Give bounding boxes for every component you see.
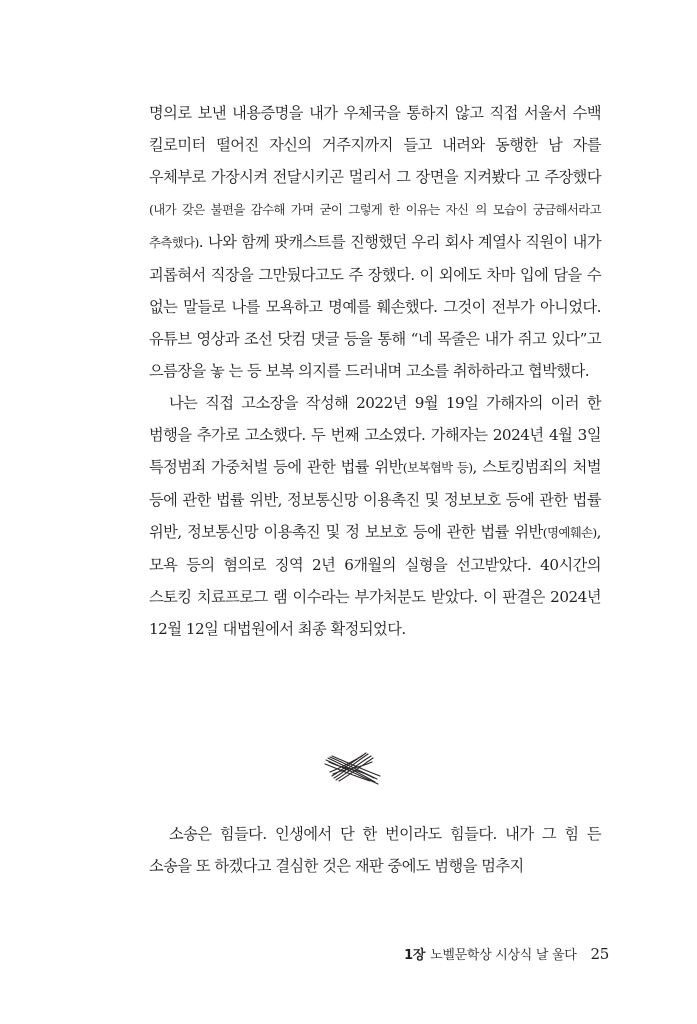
text-segment: 우리 회사 계열사 직원이 내가 괴롭혀서 직장을 그만뒀다고도 주 <box>149 233 602 284</box>
parenthetical-text: 의 모습이 궁금해서라고 추측했다) <box>149 202 602 250</box>
text-segment: 고 주장했다 <box>525 168 602 186</box>
chapter-number: 1장 <box>404 948 426 963</box>
text-segment: 장했다. 이 외에도 차마 입에 담을 수 없는 말들로 나를 모욕하고 <box>149 266 601 316</box>
page-footer <box>404 944 609 966</box>
body-text-lower <box>149 818 601 882</box>
text-segment: 램 이수라는 부가처분도 받았다. 이 판결은 2024년 12월 12일 <box>149 588 602 638</box>
text-segment: 명의로 보낸 내용증명을 내가 우체국을 통하지 않고 직접 서울서 <box>149 104 567 122</box>
text-segment: 한 범행을 추가로 고소했다. 두 번째 고소였다. 가해자는 2024년 <box>149 394 602 444</box>
text-segment: 보보호 등에 관한 법률 위반 <box>364 523 543 541</box>
paragraph <box>149 818 601 882</box>
text-segment: 자를 우체부로 가장시켜 전달시키곤 멀리서 그 장면을 지켜봤다 <box>149 136 602 186</box>
text-segment: , 모욕 등의 혐의로 징역 <box>149 523 601 574</box>
paragraph <box>149 387 601 645</box>
text-segment: 수백 킬로미터 떨어진 자신의 거주지까지 들고 내려와 동행한 남 <box>149 104 601 154</box>
text-segment: 든 소송을 또 하겠다고 결심한 것은 재판 중에도 범행을 멈추지 <box>149 825 601 875</box>
parenthetical-text: (보복협박 등) <box>402 460 473 475</box>
text-segment: 스토킹범죄의 처벌 등에 관한 법률 위반, 정보통신망 이용촉진 <box>149 458 601 509</box>
paragraph <box>149 97 601 387</box>
running-header <box>404 944 576 963</box>
text-segment: 는 등 보복 의지를 드러내며 고소를 취하하라고 협박했다. <box>228 362 590 380</box>
text-segment: 명예를 훼손했다. 그것이 전부가 아니었다. 유튜브 영상과 조선 <box>149 298 602 348</box>
body-text-upper <box>149 97 601 645</box>
parenthetical-text: (내가 갖은 불편을 감수해 가며 굳이 그렇게 한 이유는 자신 <box>149 202 469 217</box>
text-segment: 나는 직접 고소장을 작성해 2022년 9월 19일 가해자의 이러 <box>169 394 580 412</box>
page-number: 25 <box>590 945 609 963</box>
text-segment: 소송은 힘들다. 인생에서 단 한 번이라도 힘들다. 내가 그 힘 <box>169 825 579 843</box>
chapter-title: 노벨문학상 시상식 날 울다 <box>430 948 577 963</box>
text-segment: 및 정보보호 등에 관한 법률 위반, 정보통신망 이용촉진 및 정 <box>149 491 601 541</box>
text-segment: 대법원에서 최종 확정되었다. <box>222 620 406 638</box>
text-segment: 닷컴 댓글 등을 통해 “네 목줄은 내가 쥐고 있다”고 으름장을 놓 <box>149 330 602 380</box>
text-segment: . 나와 함께 팟캐스트를 진행했던 <box>198 233 407 251</box>
scribble-divider-icon <box>320 748 384 788</box>
text-segment: , <box>472 458 477 476</box>
text-segment: 4월 3일 특정범죄 가중처벌 등에 관한 법률 위반 <box>149 426 602 476</box>
text-segment: 2년 6개월의 실형을 선고받았다. 40시간의 스토킹 치료프로그 <box>149 556 602 606</box>
parenthetical-text: (명예훼손) <box>542 525 597 540</box>
